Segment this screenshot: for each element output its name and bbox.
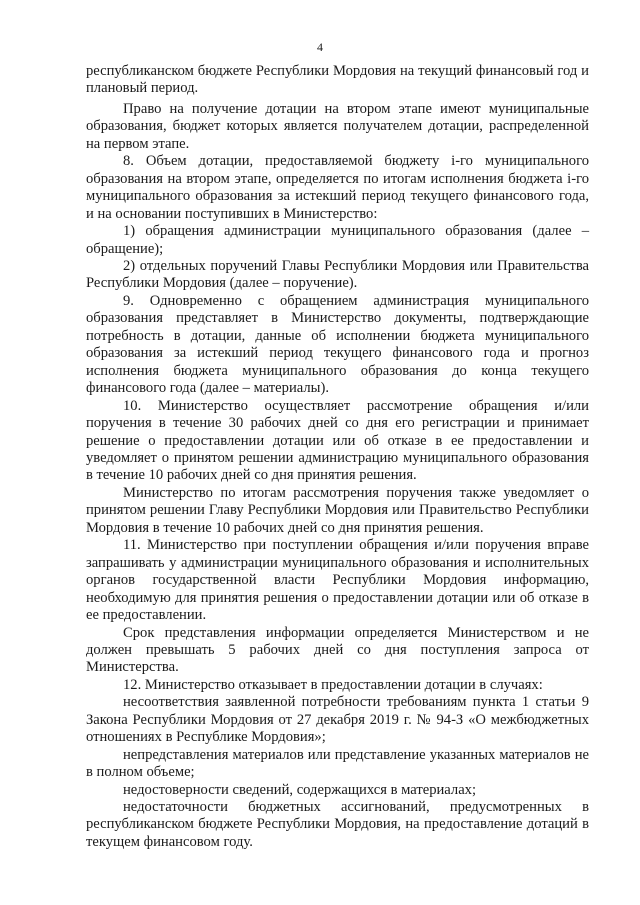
paragraph-p-right-second-stage: Право на получение дотации на втором этапе имеют муниципальные образования, бюджет которых является получателем дотации, распределенной на первом этапе. <box>86 100 589 152</box>
document-body <box>86 63 589 851</box>
paragraph-p-8: 8. Объем дотации, предоставляемой бюджету i-го муниципального образования на втором этапе, определяется по итогам исполнения бюджета i-го муниципального образования за истекший период текущего финансового года, и на основании поступивших в Министерство: <box>86 153 589 222</box>
paragraph-p-12-c: недостоверности сведений, содержащихся в материалах; <box>123 781 477 798</box>
paragraph-p-8-2: 2) отдельных поручений Главы Республики Мордовия или Правительства Республики Мордовия (далее – поручение). <box>86 257 589 292</box>
paragraph-p-9: 9. Одновременно с обращением администрация муниципального образования представляет в Министерство документы, подтверждающие потребность в дотации, данные об исполнении бюджета муниципального образования за истекший период текущего финансового года и прогноз исполнения бюджета муниципального образования до конца текущего финансового года (далее – материалы). <box>86 292 589 397</box>
paragraph-p-continuation: республиканском бюджете Республики Мордовия на текущий финансовый год и плановый период. <box>86 63 589 97</box>
paragraph-p-12-d: недостаточности бюджетных ассигнований, предусмотренных в республиканском бюджете Республики Мордовия, на предоставление дотаций в текущем финансовом году. <box>86 799 589 850</box>
paragraph-p-12-a: несоответствия заявленной потребности требованиям пункта 1 статьи 9 Закона Республики Мордовия от 27 декабря 2019 г. № 94-З «О межбюджетных отношениях в Республике Мордовия»; <box>86 694 589 746</box>
paragraph-p-10: 10. Министерство осуществляет рассмотрение обращения и/или поручения в течение 30 рабочих дней со дня его регистрации и принимает решение о предоставлении дотации или об отказе в ее предоставлении и уведомляет о принятом решении администрацию муниципального образования в течение 10 рабочих дней со дня принятия решения. <box>86 397 589 484</box>
paragraph-p-11-deadline: Срок представления информации определяется Министерством и не должен превышать 5 рабочих дней со дня поступления запроса от Министерства. <box>86 624 589 676</box>
paragraph-p-11: 11. Министерство при поступлении обращения и/или поручения вправе запрашивать у администрации муниципального образования и исполнительных органов государственной власти Республики Мордовия информацию, необходимую для принятия решения о предоставлении дотации или об отказе в ее предоставлении. <box>86 537 589 624</box>
paragraph-p-12-b: непредставления материалов или представление указанных материалов не в полном объеме; <box>86 746 589 781</box>
paragraph-p-12: 12. Министерство отказывает в предоставлении дотации в случаях: <box>123 676 543 693</box>
paragraph-p-8-1: 1) обращения администрации муниципального образования (далее – обращение); <box>86 223 589 257</box>
page-number: 4 <box>317 40 323 54</box>
paragraph-p-10-notify: Министерство по итогам рассмотрения поручения также уведомляет о принятом решении Главу Республики Мордовия или Правительство Республики Мордовия в течение 10 рабочих дней со дня принятия решения. <box>86 484 589 536</box>
